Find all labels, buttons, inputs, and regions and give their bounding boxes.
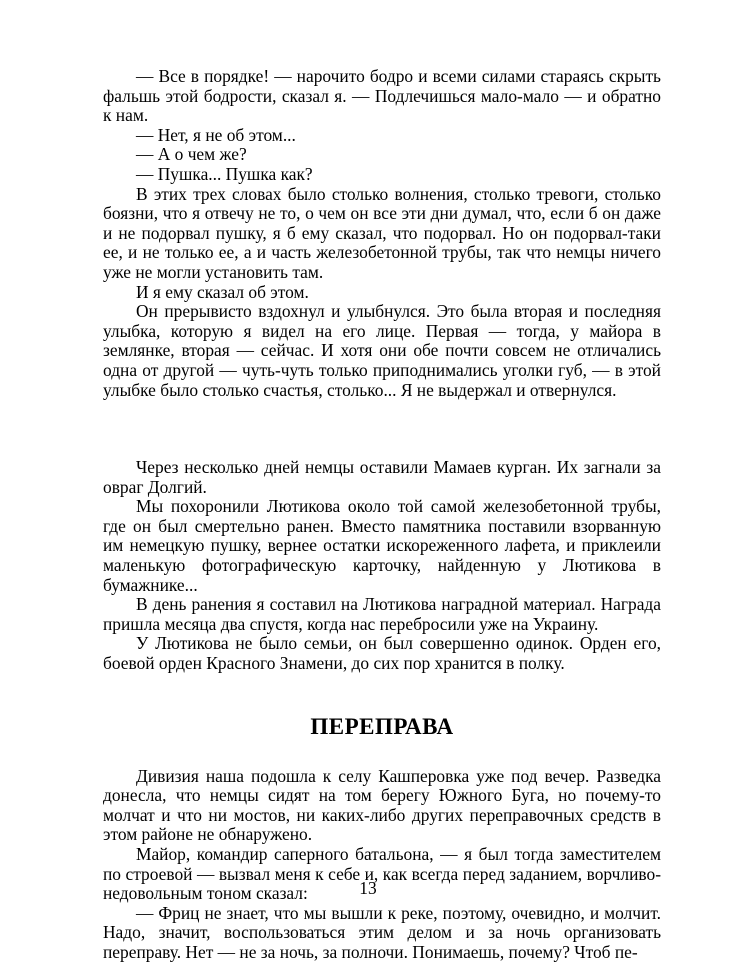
paragraph: У Лютикова не было семьи, он был совершенно одинок. Орден его, боевой орден Красного Знамени, до сих пор хранится в полку. xyxy=(103,633,661,674)
paragraph: — А о чем же? xyxy=(136,144,247,165)
paragraph: И я ему сказал об этом. xyxy=(136,281,309,302)
paragraph: Дивизия наша подошла к селу Кашперовка уже под вечер. Разведка донесла, что немцы сидят на том берегу Южного Буга, но почему-то молчат и что ни мостов, ни каких-либо других переправочных средств в этом районе не обнаружено. xyxy=(103,765,661,845)
paragraph: Мы похоронили Лютикова около той самой железобетонной трубы, где он был смертельно ранен. Вместо памятника поставили взорванную им немецкую пушку, вернее остатки искореженного лафета, и приклеили маленькую фотографическую карточку, найденную у Лютикова в бумажнике... xyxy=(103,496,661,595)
paragraph: — Пушка... Пушка как? xyxy=(136,163,313,184)
chapter-title: ПЕРЕПРАВА xyxy=(310,713,454,739)
paragraph: В этих трех словах было столько волнения, столько тревоги, столько боязни, что я отвечу не то, о чем он все эти дни думал, что, если б он даже и не подорвал пушку, я б ему сказал, что подорвал. Но он подорвал-таки ее, и не только ее, а и часть железобетонной трубы, так что немцы ничего уже не могли установить там. xyxy=(103,183,661,282)
paragraph: В день ранения я составил на Лютикова наградной материал. Награда пришла месяца два спустя, когда нас перебросили уже на Украину. xyxy=(103,594,661,634)
paragraph: — Фриц не знает, что мы вышли к реке, поэтому, очевидно, и молчит. Надо, значит, воспользоваться этим делом и за ночь организовать переправу. Нет — не за ночь, за полночи. Понимаешь, почему? Чтоб пе- xyxy=(103,902,661,962)
paragraph: — Все в порядке! — нарочито бодро и всеми силами стараясь скрыть фальшь этой бодрости, сказал я. — Подлечишься мало-мало — и обратно к нам. xyxy=(103,66,661,126)
section-break xyxy=(103,400,661,458)
paragraph: Через несколько дней немцы оставили Мамаев курган. Их загнали за овраг Долгий. xyxy=(103,457,661,497)
paragraph: — Нет, я не об этом... xyxy=(136,124,296,145)
page-number: 13 xyxy=(359,878,377,898)
section-dialogue xyxy=(103,67,661,400)
paragraph: Майор, командир саперного батальона, — я был тогда заместителем по строевой — вызвал меня к себе и, как всегда перед заданием, ворчливо-недовольным тоном сказал: xyxy=(103,844,661,904)
chapter-text xyxy=(103,767,661,963)
section-epilogue xyxy=(103,458,661,674)
paragraph: Он прерывисто вздохнул и улыбнулся. Это была вторая и последняя улыбка, которую я видел на его лице. Первая — тогда, у майора в землянке, вторая — сейчас. И хотя они обе почти совсем не отличались одна от другой — чуть-чуть только приподнимались уголки губ, — в этой улыбке было столько счастья, столько... Я не выдержал и отвернулся. xyxy=(103,301,661,400)
page-body xyxy=(103,67,661,963)
